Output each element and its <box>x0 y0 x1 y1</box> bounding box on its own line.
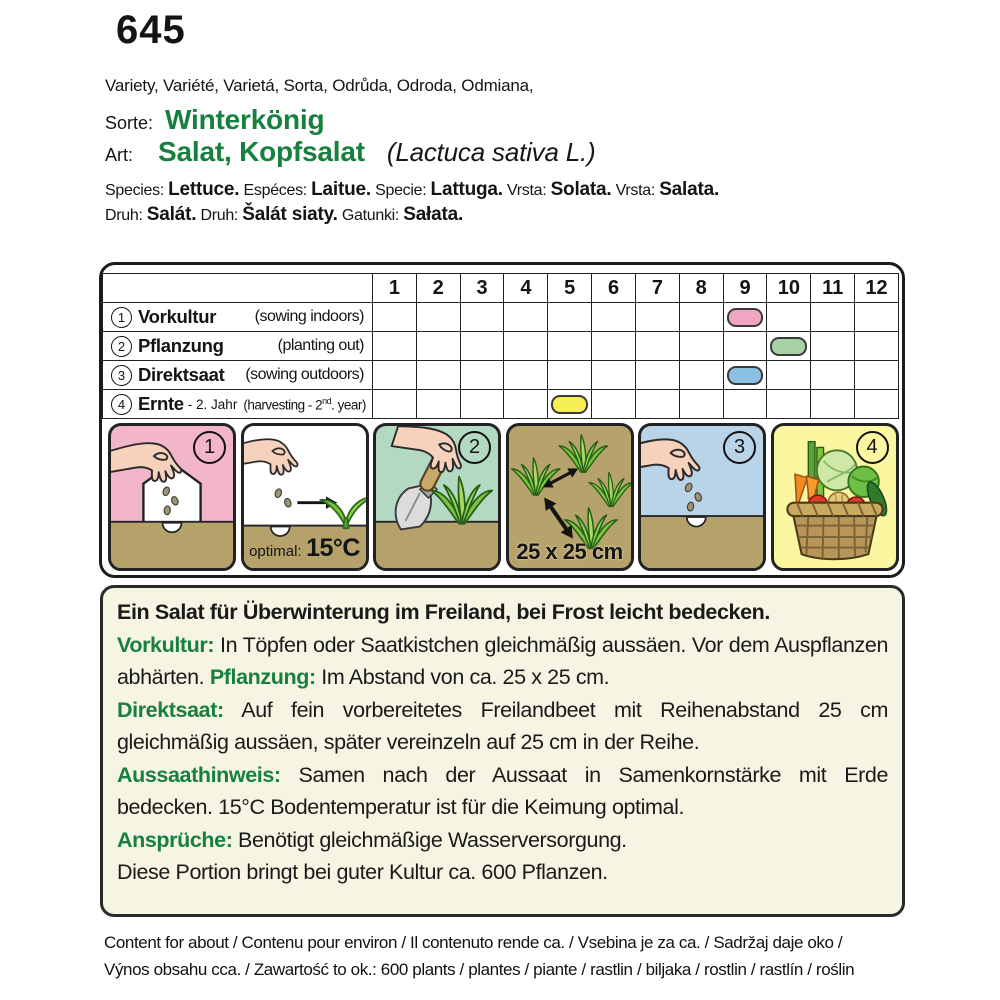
footer-line-1: Content for about / Contenu pour environ / Il contenuto rende ca. / Vsebina je za ca. / Sadržaj daje oko / <box>104 933 843 952</box>
species-label: Gatunki: <box>341 207 400 224</box>
species-label: Vrsta: <box>507 182 547 199</box>
calendar-row-pflanzung <box>103 332 899 361</box>
month-header: 10 <box>767 274 811 303</box>
heading-vorkultur: Vorkultur: <box>117 632 215 657</box>
month-header: 4 <box>504 274 548 303</box>
latin-name: (Lactuca sativa L.) <box>386 137 596 167</box>
sorte-label: Sorte: <box>105 113 154 133</box>
calendar-corner-cell <box>103 274 373 303</box>
species-label: Druh: <box>200 207 239 224</box>
heading-pflanzung: Pflanzung: <box>209 665 316 689</box>
species-label: Druh: <box>105 207 143 224</box>
species-value: Lettuce. <box>168 179 240 200</box>
paragraph-portion: Diese Portion bringt bei guter Kultur ca. 600 Pflanzen. <box>117 860 608 884</box>
calendar-row-vorkultur <box>103 303 899 332</box>
sowing-calendar-box <box>99 262 905 578</box>
heading-ansprueche: Ansprüche: <box>117 827 233 852</box>
circled-1-icon: 1 <box>111 307 132 328</box>
species-value: Solata. <box>550 179 612 200</box>
species-value: Salát. <box>146 204 197 225</box>
species-label: Espéces: <box>243 182 307 199</box>
row-label-de: Vorkultur <box>138 306 217 327</box>
species-translations-line-1 <box>105 179 719 201</box>
paragraph-ansprueche: Ansprüche: Benötigt gleichmäßige Wasserversorgung. <box>117 827 627 852</box>
species-value: Laitue. <box>311 179 371 200</box>
culture-headline: Ein Salat für Überwinterung im Freiland, bei Frost leicht bedecken. <box>117 600 770 624</box>
footer-line-2: Výnos obsahu cca. / Zawartość to ok.: 600 plants / plantes / piante / rastlin / biljaka / rostlin / rastlín / roślin <box>104 960 855 979</box>
variety-name: Winterkönig <box>165 104 325 135</box>
row-label-de: Ernte <box>138 393 184 414</box>
content-footer <box>104 929 904 983</box>
month-header: 7 <box>635 274 679 303</box>
circled-3-icon: 3 <box>111 365 132 386</box>
month-header: 9 <box>723 274 767 303</box>
species-name-row <box>105 136 596 168</box>
pictogram-optimal-temperature <box>241 423 369 571</box>
row-label-de-suffix: - 2. Jahr <box>187 396 238 412</box>
row-label-en: (harvesting - 2nd. year) <box>243 395 366 413</box>
circled-2-icon: 2 <box>111 336 132 357</box>
circled-1-icon: 1 <box>193 431 226 464</box>
variety-name-row <box>105 104 324 136</box>
calendar-period-bar <box>727 308 764 327</box>
calendar-row-direktsaat <box>103 361 899 390</box>
pictogram-row <box>105 423 902 571</box>
row-label-de: Pflanzung <box>138 335 224 356</box>
species-value: Lattuga. <box>430 179 503 200</box>
culture-instructions-box <box>100 585 905 917</box>
pictogram-harvest <box>771 423 899 571</box>
calendar-period-bar <box>770 337 807 356</box>
row-label-en: (sowing indoors) <box>254 308 364 325</box>
month-header: 12 <box>855 274 899 303</box>
row-label-de: Direktsaat <box>138 364 225 385</box>
species-translations-line-2 <box>105 204 463 226</box>
heading-aussaathinweis: Aussaathinweis: <box>117 762 281 787</box>
calendar-period-bar <box>727 366 764 385</box>
month-header: 11 <box>811 274 855 303</box>
pictogram-planting-out <box>373 423 501 571</box>
variety-multilang-line: Variety, Variété, Varietá, Sorta, Odrůda, Odroda, Odmiana, <box>105 76 534 95</box>
circled-3-icon: 3 <box>723 431 756 464</box>
art-label: Art: <box>105 145 134 165</box>
month-header: 6 <box>592 274 636 303</box>
heading-direktsaat: Direktsaat: <box>117 697 224 722</box>
species-value: Salata. <box>659 179 720 200</box>
calendar-row-ernte <box>103 390 899 419</box>
paragraph-aussaathinweis: Aussaathinweis: Samen nach der Aussaat in Samenkornstärke mit Erde bedecken. 15°C Bodentemperatur ist für die Keimung optimal. <box>117 762 889 819</box>
species-label: Species: <box>105 182 164 199</box>
paragraph-direktsaat: Direktsaat: Auf fein vorbereitetes Freilandbeet mit Reihenabstand 25 cm gleichmäßig aussäen, später vereinzeln auf 25 cm in der Reihe. <box>117 697 889 754</box>
month-header: 1 <box>373 274 417 303</box>
plant-spacing-caption: 25 x 25 cm <box>516 539 623 564</box>
sowing-calendar-table <box>102 273 899 419</box>
circled-2-icon: 2 <box>458 431 491 464</box>
optimal-temperature-caption: optimal: 15°C <box>249 534 360 562</box>
calendar-period-bar <box>551 395 588 414</box>
month-header: 5 <box>548 274 592 303</box>
species-value: Šalát siaty. <box>242 204 338 225</box>
pictogram-sowing-indoors <box>108 423 236 571</box>
row-label-en: (sowing outdoors) <box>245 366 364 383</box>
species-label: Specie: <box>375 182 427 199</box>
page-number: 645 <box>116 8 186 52</box>
pictogram-plant-spacing <box>506 423 634 571</box>
month-header: 8 <box>679 274 723 303</box>
species-label: Vrsta: <box>615 182 656 199</box>
circled-4-icon: 4 <box>111 394 132 415</box>
species-value: Sałata. <box>403 204 464 225</box>
month-header: 3 <box>460 274 504 303</box>
circled-4-icon: 4 <box>856 431 889 464</box>
species-name: Salat, Kopfsalat <box>158 136 365 167</box>
row-label-en: (planting out) <box>277 337 364 354</box>
pictogram-sowing-outdoors <box>638 423 766 571</box>
paragraph-vorkultur: Vorkultur: In Töpfen oder Saatkistchen gleichmäßig aussäen. Vor dem Auspflanzen abhärten. Pflanzung: Im Abstand von ca. 25 x 25 cm. <box>117 632 888 689</box>
month-header: 2 <box>416 274 460 303</box>
